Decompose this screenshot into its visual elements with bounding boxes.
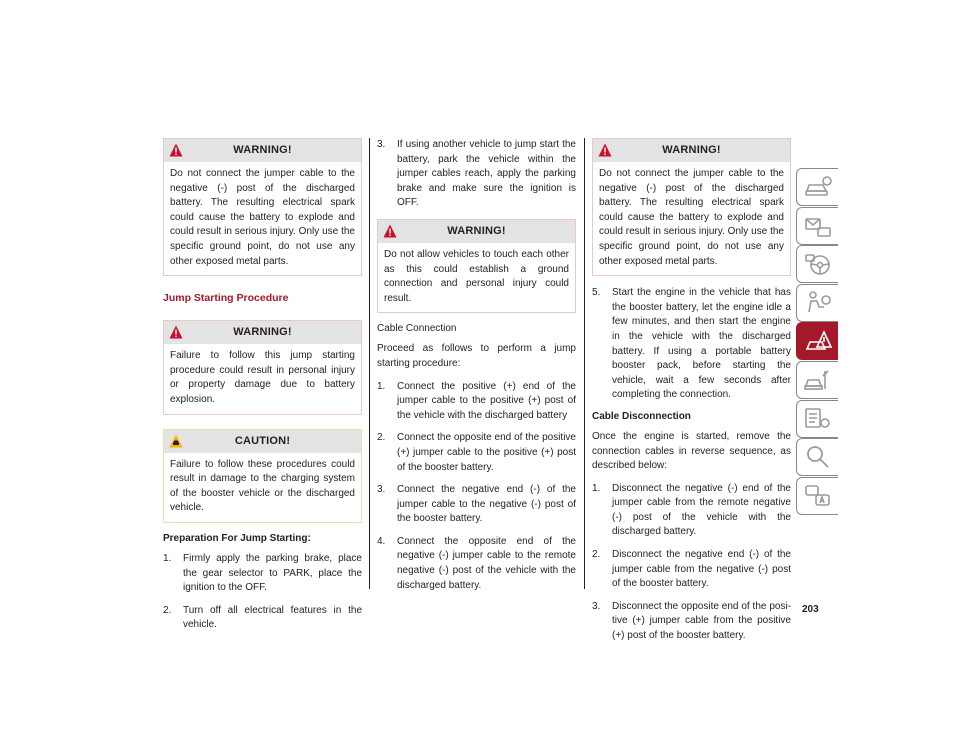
warning-box [163, 320, 362, 414]
warning-title: WARNING! [662, 144, 721, 156]
steering-wheel-icon [804, 251, 832, 277]
warning-header [593, 139, 790, 162]
warning-header [378, 220, 575, 243]
list-item: 5. Start the engine in the vehicle that has the booster battery, let the engine idle a few minutes, and then start the engine in the vehicle with the discharged battery. If using a portable battery booster pack, before starting the vehicle, wait a few seconds after completing the connection. [592, 287, 791, 401]
warning-box [592, 138, 791, 276]
warning-text: Do not connect the jumper cable to the negative (-) post of the discharged battery. The resulting electrical spark could cause the battery to explode and could result in serious injury. Only use the specific ground point, do not use any other exposed metal parts. [599, 168, 784, 267]
nav-tab-dashboard-lights[interactable] [796, 207, 838, 245]
caution-vehicle-icon [169, 434, 183, 448]
warning-triangle-icon [383, 224, 397, 238]
caution-box [163, 429, 362, 523]
list-item: 1. Disconnect the negative (-) end of the jumper cable from the remote negative (-) post of the vehicle with the discharged battery. [592, 482, 791, 538]
warning-header [164, 139, 361, 162]
warning-text: Failure to follow this jump starting procedure could result in personal injury or property damage due to battery explosion. [170, 350, 355, 405]
warning-triangle-icon [598, 143, 612, 157]
section-title: Jump Starting Procedure [163, 292, 289, 305]
warning-text: Do not connect the jumper cable to the negative (-) post of the discharged battery. The resulting electrical spark could cause the battery to explode and could result in serious injury. Only use the specific ground point, do not use any other exposed metal parts. [170, 168, 355, 267]
caution-header [164, 430, 361, 453]
column-divider [369, 138, 370, 589]
list-item: 2. Turn off all electrical features in the vehicle. [163, 604, 362, 631]
list-item: 3. If using another vehicle to jump start the battery, park the vehicle within the jumper cables reach, apply the parking brake and make sure the ignition is OFF. [377, 139, 576, 209]
preparation-steps [163, 552, 362, 633]
warning-triangle-icon [169, 325, 183, 339]
list-item: 2. Disconnect the negative end (-) of the jumper cable from the negative (-) post of the booster battery. [592, 549, 791, 590]
safety-airbag-icon [804, 290, 832, 316]
caution-text: Failure to follow these procedures could result in damage to the charging system of the booster vehicle or the discharged vehicle. [170, 458, 355, 514]
column-divider [584, 138, 585, 589]
nav-tab-index[interactable] [796, 438, 838, 476]
list-item: 1. Firmly apply the parking brake, place the gear selector to PARK, place the ignition to the OFF. [163, 552, 362, 594]
multimedia-icon [804, 483, 832, 509]
warning-triangle-icon [169, 143, 183, 157]
disconnection-steps [592, 482, 791, 644]
chapter-nav [796, 168, 842, 515]
start-steps [592, 286, 791, 403]
list-item: 3. Disconnect the opposite end of the posi-tive (+) jumper cable from the positive (+) post of the booster battery. [592, 600, 791, 642]
nav-tab-specs[interactable] [796, 400, 838, 438]
warning-title: WARNING! [447, 224, 506, 237]
preparation-steps-continued [377, 138, 576, 211]
emergency-triangle-icon [804, 328, 832, 354]
nav-tab-service[interactable] [796, 361, 838, 399]
left-column [163, 138, 362, 641]
connection-intro: Proceed as follows to perform a jump starting procedure: [377, 343, 576, 369]
preparation-heading: Preparation For Jump Starting: [163, 532, 311, 544]
nav-tab-steering[interactable] [796, 245, 838, 283]
service-maintenance-icon [804, 367, 832, 393]
list-item: 2. Connect the opposite end of the positive (+) jumper cable to the positive (+) post of the booster battery. [377, 432, 576, 473]
middle-column [377, 138, 576, 601]
list-item: 4. Connect the opposite end of the negative (-) jumper cable to the remote negative (-) post of the vehicle with the discharged battery. [377, 535, 576, 591]
dashboard-lights-icon [804, 213, 832, 239]
nav-tab-multimedia[interactable] [796, 477, 838, 515]
right-column [592, 138, 791, 652]
technical-specs-icon [804, 406, 832, 432]
warning-box [163, 138, 362, 276]
warning-title: WARNING! [233, 144, 292, 156]
list-item: 3. Connect the negative end (-) of the jumper cable to the negative (-) post of the booster battery. [377, 484, 576, 525]
warning-box [377, 219, 576, 313]
cable-connection-heading: Cable Connection [377, 323, 457, 335]
nav-tab-emergency[interactable] [796, 322, 838, 360]
vehicle-info-icon [804, 174, 832, 200]
nav-tab-vehicle-info[interactable] [796, 168, 838, 206]
cable-disconnection-heading: Cable Disconnection [592, 410, 691, 422]
disconnection-intro: Once the engine is started, remove the connection cables in reverse sequence, as described below: [592, 430, 791, 472]
warning-title: WARNING! [233, 326, 292, 339]
page-number: 203 [802, 604, 819, 615]
search-index-icon [804, 444, 832, 470]
warning-header [164, 321, 361, 344]
warning-text: Do not allow vehicles to touch each other as this could establish a ground connection and personal injury could result. [384, 248, 569, 304]
list-item: 1. Connect the positive (+) end of the jumper cable to the positive (+) post of the vehicle with the discharged battery [377, 380, 576, 421]
nav-tab-safety[interactable] [796, 284, 838, 322]
caution-title: CAUTION! [234, 434, 291, 447]
connection-steps [377, 380, 576, 594]
